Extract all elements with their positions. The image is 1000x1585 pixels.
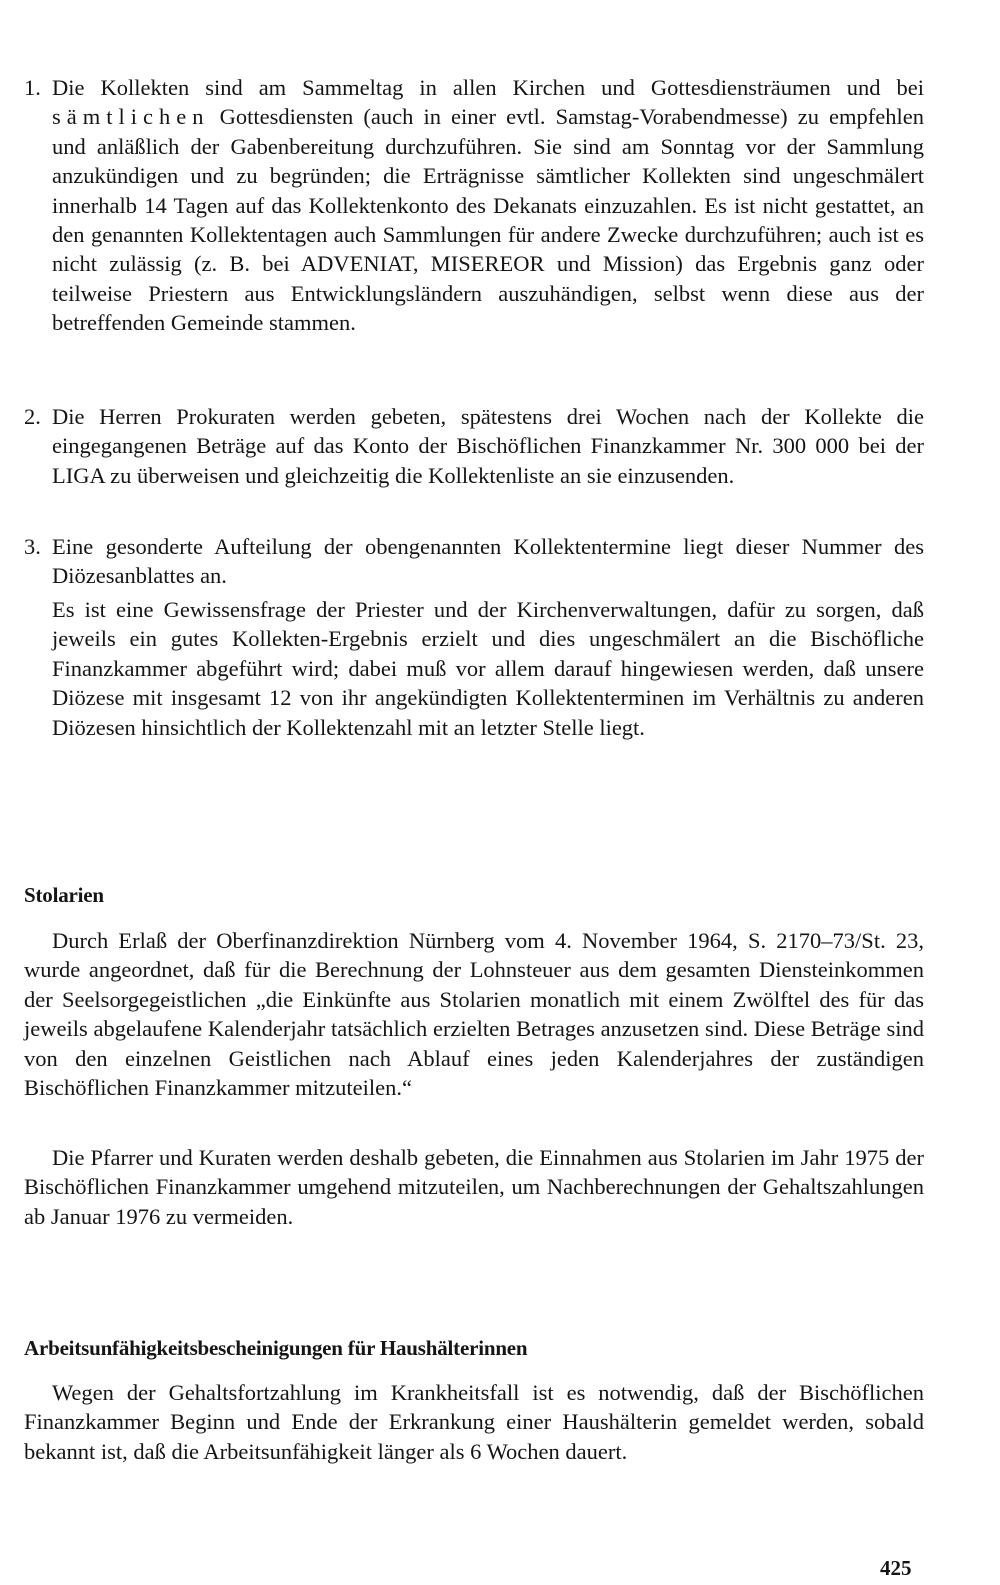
list-item-text: Die Herren Prokuraten werden gebeten, spätestens drei Wochen nach der Kollekte die eingegangenen Beträge auf das Konto der Bischöflichen Finanzkammer Nr. 300 000 bei der LIGA zu überweisen und gleichzeitig die Kollektenliste an sie einzusenden. [52,404,924,488]
emphasized-word: sämtlichen [52,104,210,130]
item-text-rest: Gottesdiensten (auch in einer evtl. Samstag-Vorabendmesse) zu empfehlen und anläßlich der Gabenbereitung durchzuführen. Sie sind am Sonntag vor der Sammlung anzukündigen und zu begründen; die Erträgnisse sämtlicher Kollekten sind ungeschmälert innerhalb 14 Tagen auf das Kollektenkonto des Dekanats einzuzahlen. Es ist nicht gestattet, an den genannten Kollektentagen auch Sammlungen für andere Zwecke durchzuführen; auch ist es nicht zulässig (z. B. bei ADVENIAT, MISEREOR und Mission) das Ergebnis ganz oder teilweise Priestern aus Entwicklungsländern auszuhändigen, selbst wenn diese aus der betreffenden Gemeinde stammen. [52,104,924,336]
stolarien-paragraph-2: Die Pfarrer und Kuraten werden deshalb gebeten, die Einnahmen aus Stolarien im Jahr 1975 der Bischöflichen Finanzkammer umgehend mitzuteilen, um Nachberechnungen der Gehaltszahlungen ab Januar 1976 zu vermeiden. [24,1145,924,1229]
list-item-text [52,73,924,338]
list-item-number: 3. [24,534,41,559]
list-item-3 [24,532,924,591]
list-item-number: 2. [24,404,41,429]
item-text-start: Die Kollekten sind am Sammeltag in allen Kirchen und Gottesdiensträumen und bei [52,75,924,100]
arbeitsunfaehigkeit-paragraph: Wegen der Gehaltsfortzahlung im Krankheitsfall ist es notwendig, daß der Bischöflichen Finanzkammer Beginn und Ende der Erkrankung einer Haushälterin gemeldet werden, sobald bekannt ist, daß die Arbeitsunfähigkeit länger als 6 Wochen dauert. [24,1380,924,1464]
list-item-text: Eine gesonderte Aufteilung der obengenannten Kollektentermine liegt dieser Nummer des Diözesanblattes an. [52,534,924,589]
list-item-1 [24,73,924,338]
section-heading-arbeitsunfaehigkeit: Arbeitsunfähigkeitsbescheinigungen für Haushälterinnen [24,1336,528,1360]
list-item-number: 1. [24,75,41,100]
page-number: 425 [880,1556,912,1580]
closing-paragraph: Es ist eine Gewissensfrage der Priester und der Kirchenverwaltungen, dafür zu sorgen, daß jeweils ein gutes Kollekten-Ergebnis erzielt und dies ungeschmälert an die Bischöfliche Finanzkammer abgeführt wird; dabei muß vor allem darauf hingewiesen werden, daß unsere Diözese mit insgesamt 12 von ihr angekündigten Kollektenterminen im Verhältnis zu anderen Diözesen hinsichtlich der Kollektenzahl mit an letzter Stelle liegt. [52,597,924,740]
stolarien-paragraph-1: Durch Erlaß der Oberfinanzdirektion Nürnberg vom 4. November 1964, S. 2170–73/St. 23, wurde angeordnet, daß für die Berechnung der Lohnsteuer aus dem gesamten Diensteinkommen der Seelsorgegeistlichen „die Einkünfte aus Stolarien monatlich mit einem Zwölftel des für das jeweils abgelaufene Kalenderjahr tatsächlich erzielten Betrages anzusetzen sind. Diese Beträge sind von den einzelnen Geistlichen nach Ablauf eines jeden Kalenderjahres der zuständigen Bischöflichen Finanzkammer mitzuteilen.“ [24,928,924,1101]
list-item-2 [24,402,924,490]
section-heading-stolarien: Stolarien [24,883,104,907]
